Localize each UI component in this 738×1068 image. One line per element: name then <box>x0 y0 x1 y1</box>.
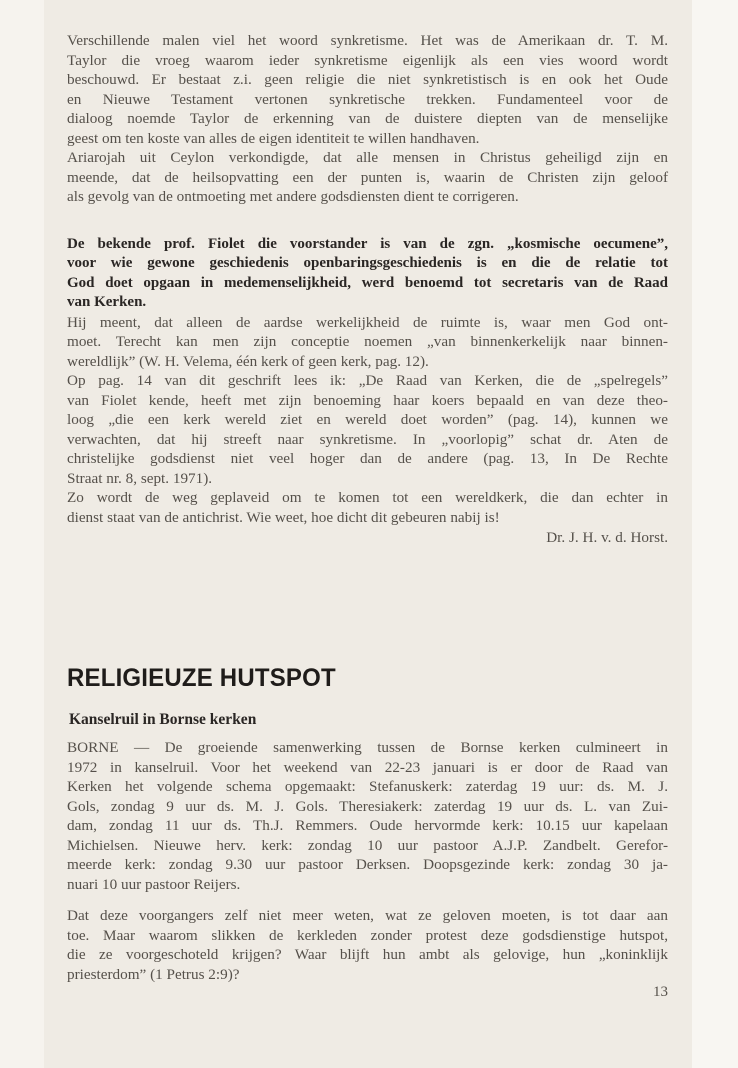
text-line: beschouwd. Er bestaat z.i. geen religie die niet synkretistisch is en ook het Oude <box>67 71 668 88</box>
text-line: wereldlijk” (W. H. Velema, één kerk of geen kerk, pag. 12). <box>67 352 429 370</box>
text-line: loog „die een kerk wereld ziet en wereld doet worden” (pag. 14), kunnen we <box>67 411 668 428</box>
text-line: Verschillende malen viel het woord synkretisme. Het was de Amerikaan dr. T. M. <box>67 32 668 49</box>
text-line: Taylor die vroeg waarom ieder synkretisme eigenlijk als een vies woord wordt <box>67 51 668 69</box>
text-line: en Nieuwe Testament vertonen synkretische trekken. Fundamenteel voor de <box>67 90 668 108</box>
author-signature: Dr. J. H. v. d. Horst. <box>546 529 668 546</box>
bold-paragraph <box>67 235 668 313</box>
text-line: moet. Terecht kan men zijn conceptie noemen „van binnenkerkelijk naar binnen- <box>67 333 668 350</box>
article-subheading: Kanselruil in Bornse kerken <box>69 711 257 728</box>
text-line: De bekende prof. Fiolet die voorstander is van de zgn. „kosmische oecumene”, <box>67 235 668 252</box>
text-line: dienst staat van de antichrist. Wie weet, hoe dicht dit gebeuren nabij is! <box>67 508 500 526</box>
article-heading: RELIGIEUZE HUTSPOT <box>67 664 336 692</box>
text-line: Op pag. 14 van dit geschrift lees ik: „De Raad van Kerken, die de „spelregels” <box>67 372 668 389</box>
paragraph <box>67 371 668 488</box>
text-line: van Kerken. <box>67 294 147 310</box>
text-line: van Fiolet kende, heeft met zijn benoeming haar koers bepaald en van deze theo- <box>67 391 668 409</box>
article-body <box>67 31 668 548</box>
text-line: Hij meent, dat alleen de aardse werkelijkheid de ruimte is, waar men God ont- <box>67 313 668 331</box>
text-line: meerde kerk: zondag 9.30 uur pastoor Derksen. Doopsgezinde kerk: zondag 30 ja- <box>67 856 668 873</box>
text-line: toe. Maar waarom slikken de kerkleden zonder protest deze godsdienstige hutspot, <box>67 926 668 944</box>
paragraph <box>67 148 668 207</box>
paragraph <box>67 488 668 527</box>
text-line: BORNE — De groeiende samenwerking tussen de Bornse kerken culmineert in <box>67 739 668 756</box>
paragraph <box>67 738 668 894</box>
text-line: christelijke godsdienst niet veel hoger dan de andere (pag. 13, In De Rechte <box>67 450 668 467</box>
text-line: Gols, zondag 9 uur ds. M. J. Gols. Theresiakerk: zaterdag 19 uur ds. L. van Zui- <box>67 797 668 815</box>
text-line: dialoog noemde Taylor de erkenning van de duistere diepten van de menselijke <box>67 110 668 127</box>
text-line: Straat nr. 8, sept. 1971). <box>67 469 213 487</box>
article-body-2 <box>67 738 668 984</box>
scan-margin <box>692 0 738 1068</box>
text-line: Kerken het volgende schema opgemaakt: Stefanuskerk: zaterdag 19 uur: ds. M. J. <box>67 778 668 795</box>
text-line: God doet opgaan in medemenselijkheid, werd benoemd tot secretaris van de Raad <box>67 274 668 291</box>
page-number: 13 <box>653 984 668 1000</box>
text-line: priesterdom” (1 Petrus 2:9)? <box>67 965 240 983</box>
text-line: Michielsen. Nieuwe herv. kerk: zondag 10 uur pastoor A.J.P. Zandbelt. Gerefor- <box>67 836 668 854</box>
text-line: dam, zondag 11 uur ds. Th.J. Remmers. Oude hervormde kerk: 10.15 uur kapelaan <box>67 817 668 834</box>
text-line: als gevolg van de ontmoeting met andere godsdiensten dient te corrigeren. <box>67 188 519 205</box>
paragraph <box>67 906 668 984</box>
paragraph <box>67 313 668 372</box>
text-line: meende, dat de heilsopvatting een der punten is, waarin de Christen zijn geloof <box>67 168 668 186</box>
text-line: voor wie gewone geschiedenis openbaringsgeschiedenis is en die de relatie tot <box>67 255 668 271</box>
text-line: Zo wordt de weg geplaveid om te komen tot een wereldkerk, die dan echter in <box>67 489 668 506</box>
text-line: verwachten, dat hij streeft naar synkretisme. In „voorlopig” schat dr. Aten de <box>67 430 668 448</box>
text-line: 1972 in kanselruil. Voor het weekend van 22-23 januari is er door de Raad van <box>67 758 668 776</box>
text-line: geest om ten koste van alles de eigen identiteit te willen handhaven. <box>67 129 480 147</box>
text-line: Ariarojah uit Ceylon verkondigde, dat alle mensen in Christus geheiligd zijn en <box>67 149 668 166</box>
text-line: Dat deze voorgangers zelf niet meer weten, wat ze geloven moeten, is tot daar aan <box>67 907 668 924</box>
paragraph <box>67 31 668 148</box>
text-line: die ze voorgeschoteld krijgen? Waar blijft hun ambt als gelovige, hun „koninklijk <box>67 946 668 963</box>
text-line: nuari 10 uur pastoor Reijers. <box>67 875 241 893</box>
